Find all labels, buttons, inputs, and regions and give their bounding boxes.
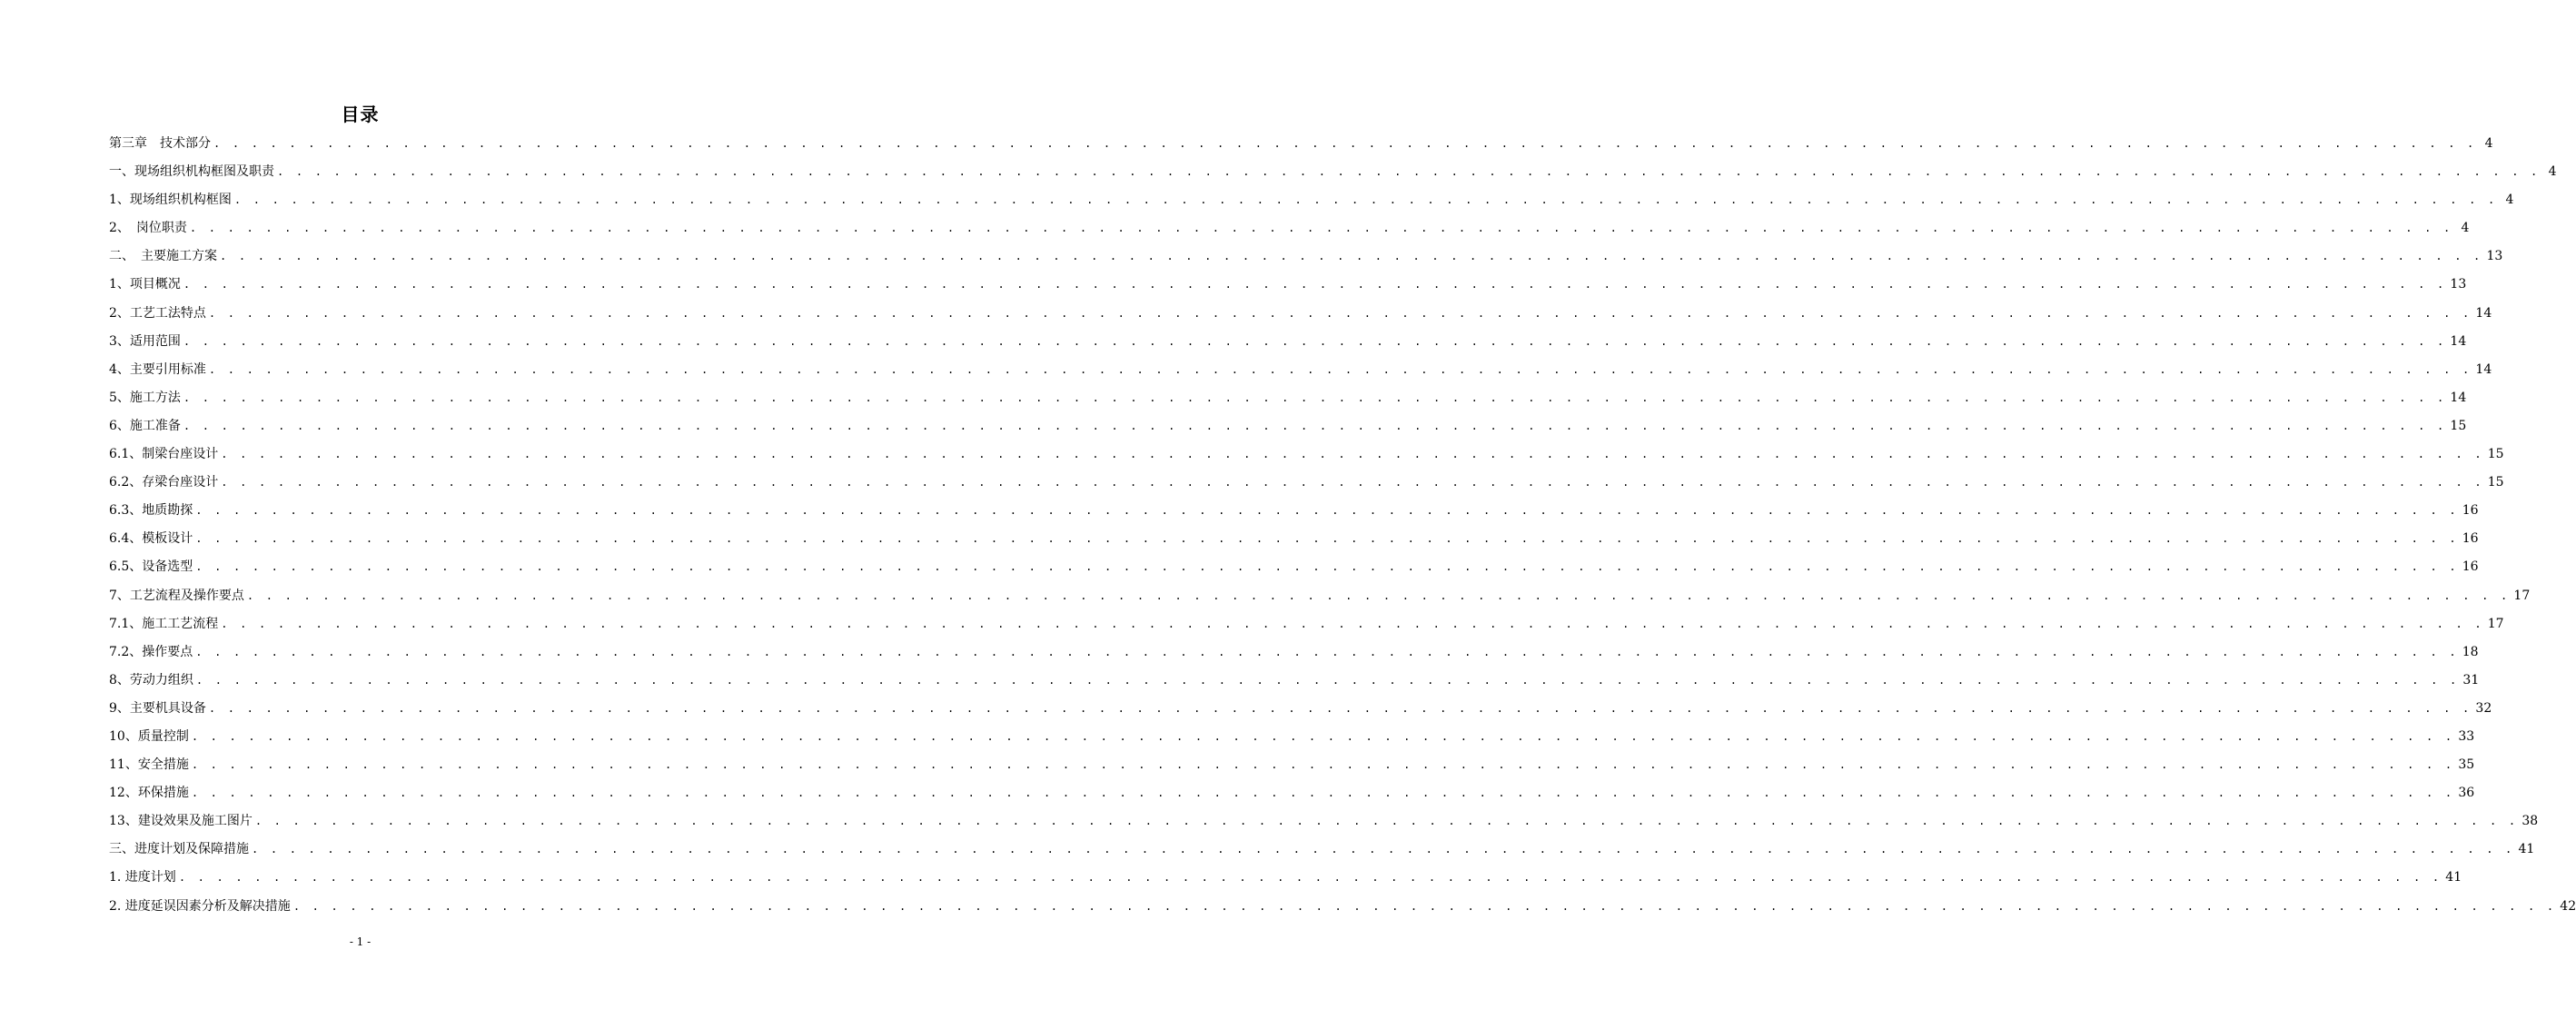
toc-entry-page-number: 4 (2461, 221, 2470, 236)
toc-entry[interactable] (109, 242, 2503, 271)
toc-entry-page-number: 41 (2518, 842, 2535, 857)
toc-dot-leader: . . . . . . . . . . . . . . . . . . . . . . . . . . . . . . . . . . . . . . . . . . . . . . . . . . . . . . . . . . . . . . . . . . . . . . . . . . . . . . . . . . . . . . . . . . . . . . . . . . . . . . . . . . . . . . . . . . . . . . . . (213, 137, 2477, 150)
toc-entry-label: 12、环保措施 (109, 786, 189, 801)
toc-dot-leader: . . . . . . . . . . . . . . . . . . . . . . . . . . . . . . . . . . . . . . . . . . . . . . . . . . . . . . . . . . . . . . . . . . . . . . . . . . . . . . . . . . . . . . . . . . . . . . . . . . . . . . . . . . . . . . . . . . . . . . . . (252, 843, 2515, 856)
toc-dot-leader: . . . . . . . . . . . . . . . . . . . . . . . . . . . . . . . . . . . . . . . . . . . . . . . . . . . . . . . . . . . . . . . . . . . . . . . . . . . . . . . . . . . . . . . . . . . . . . . . . . . . . . . . . . . . . . . . . . . . . . . . (183, 419, 2447, 432)
toc-entry-label: 1、项目概况 (109, 277, 181, 292)
toc-dot-leader: . . . . . . . . . . . . . . . . . . . . . . . . . . . . . . . . . . . . . . . . . . . . . . . . . . . . . . . . . . . . . . . . . . . . . . . . . . . . . . . . . . . . . . . . . . . . . . . . . . . . . . . . . . . . . . . . . . . . . . . . (195, 560, 2459, 574)
toc-entry[interactable] (109, 807, 2539, 836)
toc-entry[interactable] (109, 469, 2504, 497)
toc-entry[interactable] (109, 553, 2479, 581)
toc-entry-label: 三、进度计划及保障措施 (109, 842, 249, 857)
toc-entry-label: 1、现场组织机构框图 (109, 193, 232, 208)
toc-entry-label: 一、现场组织机构框图及职责 (109, 164, 274, 180)
toc-dot-leader: . . . . . . . . . . . . . . . . . . . . . . . . . . . . . . . . . . . . . . . . . . . . . . . . . . . . . . . . . . . . . . . . . . . . . . . . . . . . . . . . . . . . . . . . . . . . . . . . . . . . . . . . . . . . . . . . . . . . . . . . (221, 476, 2484, 490)
toc-entry[interactable] (109, 695, 2492, 723)
toc-entry-label: 11、安全措施 (109, 757, 189, 773)
toc-entry-label: 6.4、模板设计 (109, 531, 193, 547)
toc-entry-page-number: 16 (2462, 559, 2479, 575)
toc-entry-label: 7.2、操作要点 (109, 644, 193, 659)
toc-entry-page-number: 42 (2560, 898, 2576, 914)
toc-dot-leader: . . . . . . . . . . . . . . . . . . . . . . . . . . . . . . . . . . . . . . . . . . . . . . . . . . . . . . . . . . . . . . . . . . . . . . . . . . . . . . . . . . . . . . . . . . . . . . . . . . . . . . . . . . . . . . . . . . . . . . . . (191, 729, 2455, 743)
toc-entry-label: 2、工艺工法特点 (109, 305, 206, 321)
toc-entry-label: 13、建设效果及施工图片 (109, 814, 253, 829)
toc-dot-leader: . . . . . . . . . . . . . . . . . . . . . . . . . . . . . . . . . . . . . . . . . . . . . . . . . . . . . . . . . . . . . . . . . . . . . . . . . . . . . . . . . . . . . . . . . . . . . . . . . . . . . . . . . . . . . . . . . . . . . . . . (246, 589, 2511, 602)
toc-dot-leader: . . . . . . . . . . . . . . . . . . . . . . . . . . . . . . . . . . . . . . . . . . . . . . . . . . . . . . . . . . . . . . . . . . . . . . . . . . . . . . . . . . . . . . . . . . . . . . . . . . . . . . . . . . . . . . . . . . . . . . . . (208, 701, 2472, 715)
toc-entry[interactable] (109, 638, 2479, 667)
toc-entry[interactable] (109, 836, 2535, 864)
toc-dot-leader: . . . . . . . . . . . . . . . . . . . . . . . . . . . . . . . . . . . . . . . . . . . . . . . . . . . . . . . . . . . . . . . . . . . . . . . . . . . . . . . . . . . . . . . . . . . . . . . . . . . . . . . . . . . . . . . . . . . . . . . . (220, 250, 2483, 263)
toc-entry[interactable] (109, 214, 2470, 242)
toc-entry[interactable] (109, 440, 2504, 469)
toc-entry-label: 第三章 技术部分 (109, 136, 211, 151)
toc-entry[interactable] (109, 525, 2479, 553)
toc-entry-label: 3、适用范围 (109, 333, 181, 349)
toc-dot-leader: . . . . . . . . . . . . . . . . . . . . . . . . . . . . . . . . . . . . . . . . . . . . . . . . . . . . . . . . . . . . . . . . . . . . . . . . . . . . . . . . . . . . . . . . . . . . . . . . . . . . . . . . . . . . . . . . . . . . . . . . (254, 815, 2519, 828)
toc-entry-label: 2. 进度延误因素分析及解决措施 (109, 898, 291, 914)
toc-entry-page-number: 4 (2505, 193, 2514, 208)
toc-title: 目录 (341, 104, 380, 125)
toc-dot-leader: . . . . . . . . . . . . . . . . . . . . . . . . . . . . . . . . . . . . . . . . . . . . . . . . . . . . . . . . . . . . . . . . . . . . . . . . . . . . . . . . . . . . . . . . . . . . . . . . . . . . . . . . . . . . . . . . . . . . . . . . (183, 334, 2447, 348)
toc-dot-leader: . . . . . . . . . . . . . . . . . . . . . . . . . . . . . . . . . . . . . . . . . . . . . . . . . . . . . . . . . . . . . . . . . . . . . . . . . . . . . . . . . . . . . . . . . . . . . . . . . . . . . . . . . . . . . . . . . . . . . . . . (292, 899, 2557, 913)
toc-entry-label: 2、 岗位职责 (109, 221, 187, 236)
toc-entry-page-number: 38 (2522, 814, 2539, 829)
toc-dot-leader: . . . . . . . . . . . . . . . . . . . . . . . . . . . . . . . . . . . . . . . . . . . . . . . . . . . . . . . . . . . . . . . . . . . . . . . . . . . . . . . . . . . . . . . . . . . . . . . . . . . . . . . . . . . . . . . . . . . . . . . . (195, 532, 2459, 546)
toc-entry[interactable] (109, 130, 2493, 158)
toc-entry[interactable] (109, 328, 2467, 356)
toc-dot-leader: . . . . . . . . . . . . . . . . . . . . . . . . . . . . . . . . . . . . . . . . . . . . . . . . . . . . . . . . . . . . . . . . . . . . . . . . . . . . . . . . . . . . . . . . . . . . . . . . . . . . . . . . . . . . . . . . . . . . . . . . (208, 362, 2472, 376)
toc-entry-page-number: 16 (2462, 531, 2479, 547)
toc-entry-page-number: 15 (2487, 475, 2504, 490)
toc-entry[interactable] (109, 356, 2492, 384)
toc-entry-page-number: 15 (2450, 418, 2467, 433)
toc-entry-page-number: 14 (2475, 305, 2492, 321)
toc-entry[interactable] (109, 864, 2462, 892)
toc-dot-leader: . . . . . . . . . . . . . . . . . . . . . . . . . . . . . . . . . . . . . . . . . . . . . . . . . . . . . . . . . . . . . . . . . . . . . . . . . . . . . . . . . . . . . . . . . . . . . . . . . . . . . . . . . . . . . . . . . . . . . . . . (183, 391, 2447, 404)
toc-entry-label: 7、工艺流程及操作要点 (109, 588, 244, 603)
toc-dot-leader: . . . . . . . . . . . . . . . . . . . . . . . . . . . . . . . . . . . . . . . . . . . . . . . . . . . . . . . . . . . . . . . . . . . . . . . . . . . . . . . . . . . . . . . . . . . . . . . . . . . . . . . . . . . . . . . . . . . . . . . . (195, 504, 2459, 518)
toc-entry-label: 6.3、地质勘探 (109, 503, 193, 519)
toc-entry[interactable] (109, 271, 2467, 299)
toc-dot-leader: . . . . . . . . . . . . . . . . . . . . . . . . . . . . . . . . . . . . . . . . . . . . . . . . . . . . . . . . . . . . . . . . . . . . . . . . . . . . . . . . . . . . . . . . . . . . . . . . . . . . . . . . . . . . . . . . . . . . . . . . (277, 165, 2541, 179)
toc-entry[interactable] (109, 497, 2479, 525)
toc-entry[interactable] (109, 610, 2504, 638)
toc-dot-leader: . . . . . . . . . . . . . . . . . . . . . . . . . . . . . . . . . . . . . . . . . . . . . . . . . . . . . . . . . . . . . . . . . . . . . . . . . . . . . . . . . . . . . . . . . . . . . . . . . . . . . . . . . . . . . . . . . . . . . . . . (233, 193, 2498, 207)
toc-dot-leader: . . . . . . . . . . . . . . . . . . . . . . . . . . . . . . . . . . . . . . . . . . . . . . . . . . . . . . . . . . . . . . . . . . . . . . . . . . . . . . . . . . . . . . . . . . . . . . . . . . . . . . . . . . . . . . . . . . . . . . . . (189, 222, 2453, 235)
toc-entry-page-number: 31 (2462, 672, 2480, 688)
toc-entry-label: 4、主要引用标准 (109, 361, 206, 377)
toc-entry-label: 6.5、设备选型 (109, 559, 193, 575)
toc-entry-label: 7.1、施工工艺流程 (109, 616, 219, 631)
toc-entry-page-number: 15 (2487, 447, 2504, 462)
toc-entry[interactable] (109, 667, 2480, 695)
toc-entry[interactable] (109, 751, 2475, 779)
toc-entry-page-number: 4 (2484, 136, 2493, 151)
toc-entry[interactable] (109, 186, 2514, 214)
toc-dot-leader: . . . . . . . . . . . . . . . . . . . . . . . . . . . . . . . . . . . . . . . . . . . . . . . . . . . . . . . . . . . . . . . . . . . . . . . . . . . . . . . . . . . . . . . . . . . . . . . . . . . . . . . . . . . . . . . . . . . . . . . . (208, 306, 2472, 320)
toc-entry-page-number: 18 (2462, 644, 2479, 659)
toc-dot-leader: . . . . . . . . . . . . . . . . . . . . . . . . . . . . . . . . . . . . . . . . . . . . . . . . . . . . . . . . . . . . . . . . . . . . . . . . . . . . . . . . . . . . . . . . . . . . . . . . . . . . . . . . . . . . . . . . . . . . . . . . (178, 871, 2442, 885)
toc-entry-label: 6.2、存梁台座设计 (109, 475, 219, 490)
toc-entry[interactable] (109, 412, 2467, 440)
toc-entry-label: 二、 主要施工方案 (109, 249, 217, 264)
toc-dot-leader: . . . . . . . . . . . . . . . . . . . . . . . . . . . . . . . . . . . . . . . . . . . . . . . . . . . . . . . . . . . . . . . . . . . . . . . . . . . . . . . . . . . . . . . . . . . . . . . . . . . . . . . . . . . . . . . . . . . . . . . . (191, 787, 2455, 800)
toc-entry[interactable] (109, 384, 2467, 412)
toc-entry-page-number: 35 (2458, 757, 2475, 773)
toc-entry-page-number: 14 (2450, 390, 2467, 405)
toc-entry-label: 1. 进度计划 (109, 870, 176, 885)
toc-entry-page-number: 16 (2462, 503, 2479, 519)
toc-entry[interactable] (109, 158, 2557, 186)
toc-entry-page-number: 14 (2475, 361, 2492, 377)
toc-entry[interactable] (109, 893, 2576, 921)
toc-entry-page-number: 33 (2458, 728, 2475, 744)
toc-entry[interactable] (109, 779, 2475, 807)
toc-entry-label: 10、质量控制 (109, 728, 189, 744)
toc-dot-leader: . . . . . . . . . . . . . . . . . . . . . . . . . . . . . . . . . . . . . . . . . . . . . . . . . . . . . . . . . . . . . . . . . . . . . . . . . . . . . . . . . . . . . . . . . . . . . . . . . . . . . . . . . . . . . . . . . . . . . . . . (183, 278, 2447, 292)
toc-entry-page-number: 13 (2450, 277, 2467, 292)
toc-dot-leader: . . . . . . . . . . . . . . . . . . . . . . . . . . . . . . . . . . . . . . . . . . . . . . . . . . . . . . . . . . . . . . . . . . . . . . . . . . . . . . . . . . . . . . . . . . . . . . . . . . . . . . . . . . . . . . . . . . . . . . . . (195, 645, 2459, 658)
toc-entry-page-number: 14 (2450, 333, 2467, 349)
toc-entry-label: 5、施工方法 (109, 390, 181, 405)
toc-entry-page-number: 17 (2513, 588, 2531, 603)
toc-entry-label: 9、主要机具设备 (109, 700, 206, 716)
toc-entry[interactable] (109, 723, 2475, 751)
page-number: - 1 - (349, 935, 372, 948)
toc-entry-page-number: 41 (2445, 870, 2462, 885)
toc-dot-leader: . . . . . . . . . . . . . . . . . . . . . . . . . . . . . . . . . . . . . . . . . . . . . . . . . . . . . . . . . . . . . . . . . . . . . . . . . . . . . . . . . . . . . . . . . . . . . . . . . . . . . . . . . . . . . . . . . . . . . . . . (191, 758, 2455, 772)
toc-entry-page-number: 13 (2486, 249, 2503, 264)
toc-entry[interactable] (109, 582, 2531, 610)
toc-dot-leader: . . . . . . . . . . . . . . . . . . . . . . . . . . . . . . . . . . . . . . . . . . . . . . . . . . . . . . . . . . . . . . . . . . . . . . . . . . . . . . . . . . . . . . . . . . . . . . . . . . . . . . . . . . . . . . . . . . . . . . . . (195, 673, 2460, 687)
toc-entry-page-number: 4 (2548, 164, 2557, 180)
toc-entry-label: 6、施工准备 (109, 418, 181, 433)
toc-dot-leader: . . . . . . . . . . . . . . . . . . . . . . . . . . . . . . . . . . . . . . . . . . . . . . . . . . . . . . . . . . . . . . . . . . . . . . . . . . . . . . . . . . . . . . . . . . . . . . . . . . . . . . . . . . . . . . . . . . . . . . . . (221, 617, 2484, 630)
toc-entry-page-number: 17 (2487, 616, 2504, 631)
toc-entry[interactable] (109, 300, 2492, 328)
toc-list (109, 130, 2576, 921)
toc-entry-label: 8、劳动力组织 (109, 672, 193, 688)
toc-entry-page-number: 36 (2458, 786, 2475, 801)
toc-entry-page-number: 32 (2475, 700, 2492, 716)
toc-dot-leader: . . . . . . . . . . . . . . . . . . . . . . . . . . . . . . . . . . . . . . . . . . . . . . . . . . . . . . . . . . . . . . . . . . . . . . . . . . . . . . . . . . . . . . . . . . . . . . . . . . . . . . . . . . . . . . . . . . . . . . . . (221, 448, 2484, 461)
toc-entry-label: 6.1、制梁台座设计 (109, 447, 219, 462)
